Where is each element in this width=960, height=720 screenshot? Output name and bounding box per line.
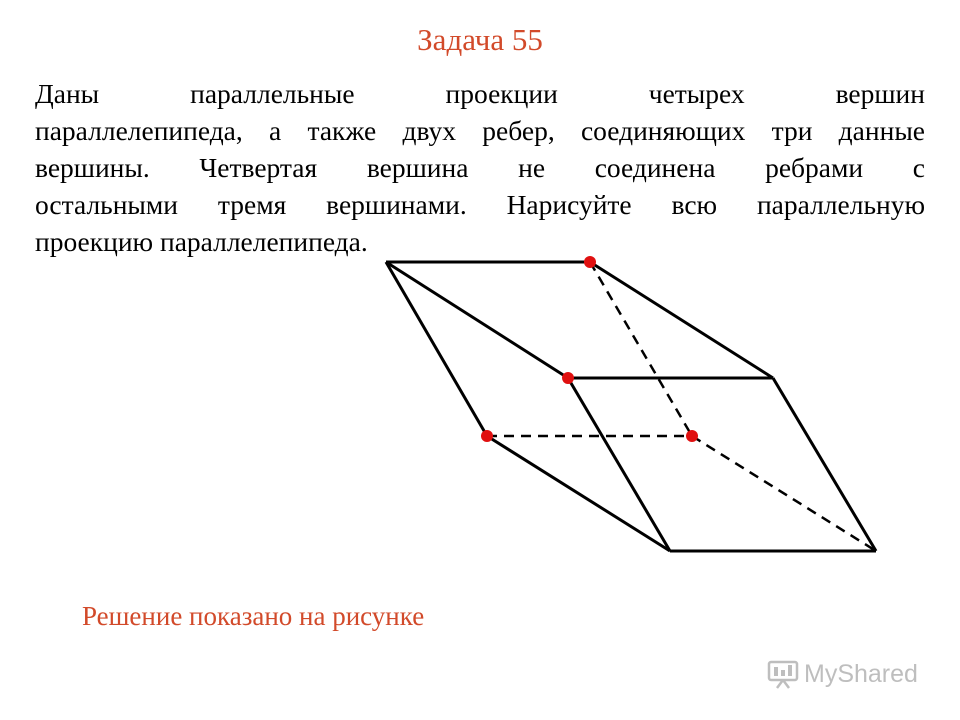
page-title: Задача 55 (417, 22, 543, 57)
problem-line: остальными тремя вершинами. Нарисуйте всю параллельную (35, 189, 925, 220)
edge-top-right (590, 262, 773, 378)
vertex-point (686, 430, 698, 442)
edge-left-vertical (386, 262, 487, 436)
vertex-point (481, 430, 493, 442)
problem-line: проекцию параллелепипеда. (35, 226, 368, 257)
edge-bottom-left (487, 436, 670, 551)
vertex-point (584, 256, 596, 268)
watermark-text: MyShared (804, 659, 918, 688)
vertex-point (562, 372, 574, 384)
problem-line: параллелепипеда, а также двух ребер, соединяющих три данные (35, 115, 925, 146)
hidden-edge-back-vertical (590, 262, 692, 436)
edge-right-vertical (773, 378, 876, 551)
watermark (766, 654, 918, 694)
problem-line: вершины. Четвертая вершина не соединена ребрами с (35, 152, 925, 183)
edge-front-vertical (568, 378, 670, 551)
solution-note: Решение показано на рисунке (82, 601, 425, 631)
hidden-edge-bottom-right (692, 436, 876, 551)
edge-top-left (386, 262, 568, 378)
presentation-board-icon (766, 657, 800, 691)
problem-line: Даны параллельные проекции четырех вершин (35, 78, 925, 109)
